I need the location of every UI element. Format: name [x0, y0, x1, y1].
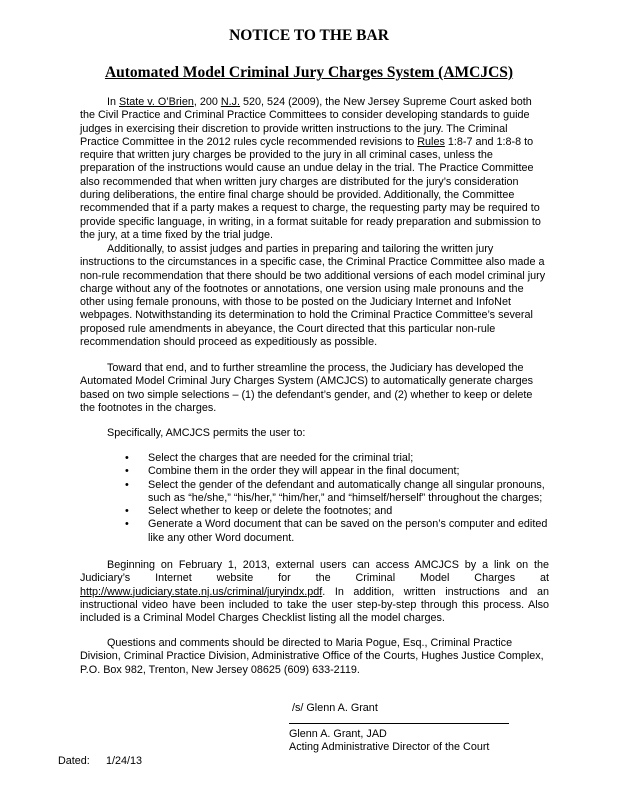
paragraph-assist-judges: Additionally, to assist judges and parties in preparing and tailoring the written jury instructions to the circumstances in a specific case, the Criminal Practice Committee also made a non-rule recommendation that there should be two additional versions of each model criminal jury charge without any of the footnotes or annotations, one version using male pronouns and the other using female pronouns, with those to be posted on the Judiciary Internet and InfoNet webpages. Notwithstanding its determination to hold the Criminal Practice Committee’s several proposed rule amendments in abeyance, the Court directed that this particular non-rule recommendation should proceed as expeditiously as possible. — [80, 243, 546, 349]
list-item — [80, 452, 550, 465]
signer-title: Acting Administrative Director of the Court — [289, 741, 490, 754]
page-title: NOTICE TO THE BAR — [229, 27, 389, 44]
paragraph-access — [80, 559, 549, 625]
list-item — [80, 518, 550, 545]
dated-value: 1/24/13 — [106, 755, 143, 767]
list-item — [80, 479, 550, 506]
list-item-text: Select the charges that are needed for the criminal trial; — [148, 452, 414, 464]
list-item-text: Select the gender of the defendant and automatically change all singular pronouns, such as “he/she,” “his/her,” “him/her,” and “himself/herself” throughout the charges; — [148, 478, 545, 504]
paragraph-obrien — [80, 96, 549, 242]
rules-citation: Rules — [417, 135, 445, 148]
text-segment: Beginning on February 1, 2013, external users can access AMCJCS by a link on the Judiciary’s Internet website for the Criminal Model Charges at — [80, 559, 549, 585]
bullet-icon: • — [125, 465, 129, 478]
text-segment: 1:8-7 and 1:8-8 to require that written jury charges be provided to the jury in all criminal cases, unless the preparation of the instructions would cause an undue delay in the trial. The Practice Committee also recommended that when written jury charges are distributed for the jury’s consideration during deliberations, the entire final charge should be provided. Additionally, the Committee recommended that if a party makes a request to charge, the requesting party may be required to provide specific language, in writing, in a format suitable for ready preparation and submission to the jury, at a time fixed by the trial judge. — [80, 135, 541, 241]
dated-line — [58, 755, 142, 767]
bullet-icon: • — [125, 505, 129, 518]
bullet-icon: • — [125, 518, 129, 531]
bullet-icon: • — [125, 452, 129, 464]
permits-intro: Specifically, AMCJCS permits the user to: — [107, 427, 306, 439]
text-segment: In — [107, 96, 120, 108]
paragraph-streamline: Toward that end, and to further streamline the process, the Judiciary has developed the Automated Model Criminal Jury Charges System (AMCJCS) to automatically generate charges based on two simple selections – (1) the defendant’s gender, and (2) whether to keep or delete the footnotes in the charges. — [80, 362, 534, 414]
text-segment: 520, 524 (2009), the New Jersey Supreme Court asked both the Civil Practice and Criminal Practice Committees to consider developing standards to guide judges in exercising their discretion to provide written instructions to the jury. The Criminal Practice Committee in the 2012 rules cycle recommended revisions to — [80, 96, 532, 148]
conformed-signature: /s/ Glenn A. Grant — [292, 702, 378, 714]
signer-name: Glenn A. Grant, JAD — [289, 728, 387, 740]
list-item — [80, 465, 550, 478]
dated-label: Dated: — [58, 755, 90, 767]
list-item-text: Select whether to keep or delete the footnotes; and — [148, 505, 393, 518]
bullet-icon: • — [125, 478, 129, 491]
paragraph-contact: Questions and comments should be directed to Maria Pogue, Esq., Criminal Practice Division, Criminal Practice Division, Administrative Office of the Courts, Hughes Justice Complex, P.O. Box 982, Trenton, New Jersey 08625 (609) 633-2119. — [80, 637, 544, 676]
signature-line — [289, 723, 509, 724]
document-subtitle: Automated Model Criminal Jury Charges System (AMCJCS) — [104, 64, 514, 81]
signature-block — [289, 728, 489, 755]
features-list — [80, 452, 550, 545]
case-citation: State v. O’Brien — [119, 96, 194, 108]
text-segment: . In addition, written instructions and an instructional video have been included to take the user step-by-step through this process. Also included is a Criminal Model Charges Checklist listing all the model charges. — [80, 585, 549, 625]
list-item — [80, 505, 550, 518]
jury-charges-link[interactable]: http://www.judiciary.state.nj.us/criminal/juryindx.pdf — [80, 585, 323, 598]
reporter-citation: N.J. — [220, 96, 241, 108]
text-segment: , 200 — [193, 96, 221, 108]
list-item-text: Generate a Word document that can be saved on the person’s computer and edited like any other Word document. — [148, 518, 548, 544]
list-item-text: Combine them in the order they will appear in the final document; — [148, 465, 460, 478]
